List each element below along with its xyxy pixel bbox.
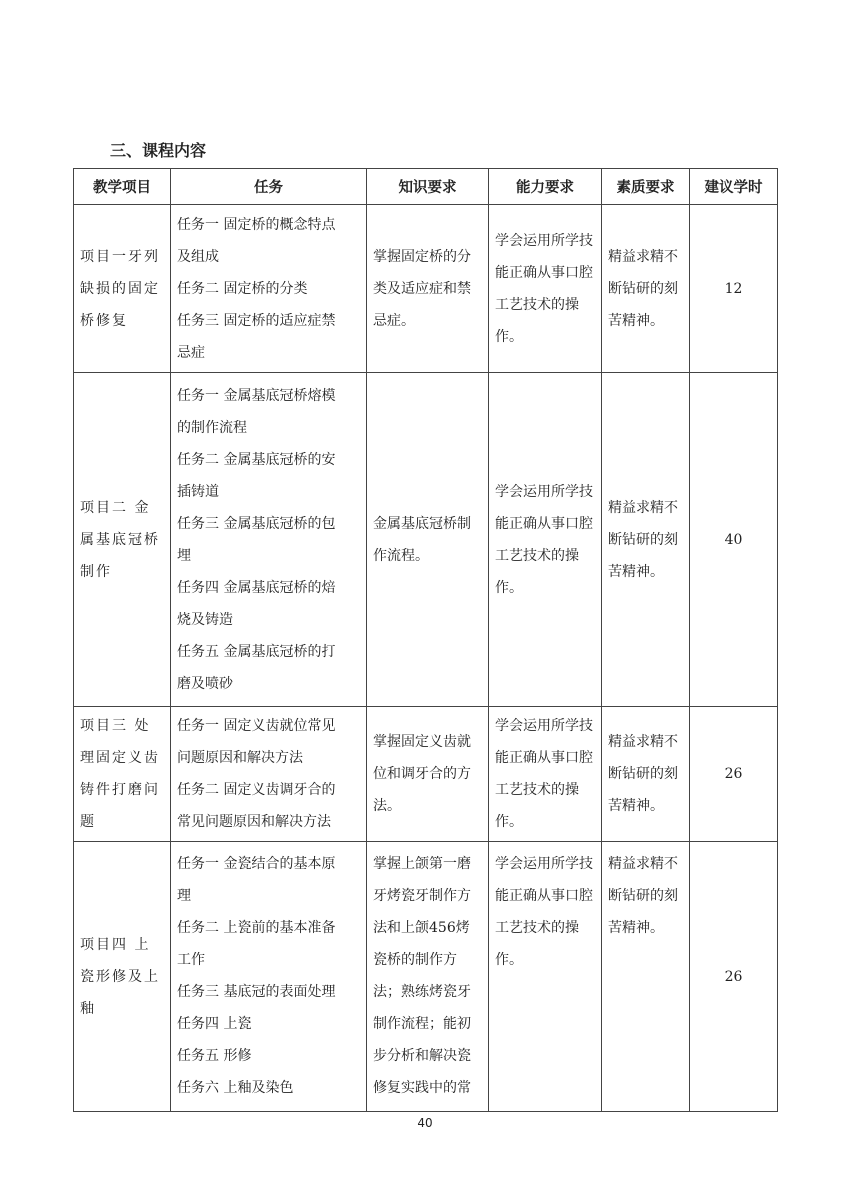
header-knowledge: 知识要求 [367,169,489,205]
tasks-cell [171,205,367,373]
hours-cell: 26 [690,707,778,842]
task-line: 问题原因和解决方法 [177,750,303,766]
task-line: 磨及喷砂 [177,675,233,692]
header-ability: 能力要求 [489,169,602,205]
ability-cell: 学会运用所学技能正确从事口腔工艺技术的操作。 [489,842,602,1112]
task-line: 任务二 固定义齿调牙合的 [177,782,336,798]
project-cell: 项目三 处理固定义齿铸件打磨问题 [74,707,171,842]
quality-cell: 精益求精不断钻研的刻苦精神。 [602,373,690,707]
task-line: 常见问题原因和解决方法 [177,814,331,830]
tasks-cell [171,373,367,707]
task-line: 任务二 金属基底冠桥的安 [177,451,336,468]
task-line: 理 [177,888,191,904]
ability-cell: 学会运用所学技能正确从事口腔工艺技术的操作。 [489,373,602,707]
quality-cell: 精益求精不断钻研的刻苦精神。 [602,707,690,842]
task-line: 的制作流程 [177,419,247,436]
task-line: 任务二 固定桥的分类 [177,280,308,297]
task-line: 烧及铸造 [177,611,233,628]
tasks-cell [171,842,367,1112]
table-row [74,373,778,707]
ability-cell: 学会运用所学技能正确从事口腔工艺技术的操作。 [489,707,602,842]
task-line: 任务一 固定桥的概念特点 [177,216,336,233]
task-line: 任务一 金瓷结合的基本原 [177,856,336,872]
task-line: 任务四 金属基底冠桥的焙 [177,579,336,596]
header-tasks: 任务 [171,169,367,205]
section-heading: 三、课程内容 [110,141,207,160]
task-line: 任务四 上瓷 [177,1016,252,1032]
task-line: 任务一 金属基底冠桥熔模 [177,387,336,404]
header-hours: 建议学时 [690,169,778,205]
quality-cell: 精益求精不断钻研的刻苦精神。 [602,205,690,373]
header-teaching-project: 教学项目 [74,169,171,205]
hours-cell: 40 [690,373,778,707]
table-row [74,707,778,842]
page-number: 40 [417,1116,433,1130]
task-line: 任务三 基底冠的表面处理 [177,984,336,1000]
task-line: 及组成 [177,248,219,265]
task-line: 任务五 形修 [177,1048,252,1064]
project-cell: 项目一牙列缺损的固定桥修复 [74,205,171,373]
task-line: 插铸道 [177,483,219,500]
table-header-row [74,169,778,205]
project-cell: 项目四 上瓷形修及上釉 [74,842,171,1112]
table-row [74,205,778,373]
task-line: 任务五 金属基底冠桥的打 [177,643,336,660]
course-content-table [73,168,778,1112]
project-cell: 项目二 金属基底冠桥制作 [74,373,171,707]
task-line: 任务三 金属基底冠桥的包 [177,515,336,532]
ability-cell: 学会运用所学技能正确从事口腔工艺技术的操作。 [489,205,602,373]
task-line: 工作 [177,952,205,968]
tasks-cell [171,707,367,842]
table-row [74,842,778,1112]
knowledge-cell: 掌握固定桥的分类及适应症和禁忌症。 [367,205,489,373]
quality-cell: 精益求精不断钻研的刻苦精神。 [602,842,690,1112]
header-quality: 素质要求 [602,169,690,205]
knowledge-cell: 掌握上颌第一磨牙烤瓷牙制作方法和上颌456烤瓷桥的制作方法；熟练烤瓷牙制作流程；能初步分析和解决瓷修复实践中的常 [367,842,489,1112]
task-line: 忌症 [177,344,205,361]
task-line: 任务二 上瓷前的基本准备 [177,920,336,936]
task-line: 埋 [177,547,191,564]
knowledge-cell: 金属基底冠桥制作流程。 [367,373,489,707]
hours-cell: 26 [690,842,778,1112]
knowledge-cell: 掌握固定义齿就位和调牙合的方法。 [367,707,489,842]
task-line: 任务一 固定义齿就位常见 [177,718,336,734]
hours-cell: 12 [690,205,778,373]
task-line: 任务三 固定桥的适应症禁 [177,312,336,329]
task-line: 任务六 上釉及染色 [177,1080,294,1096]
